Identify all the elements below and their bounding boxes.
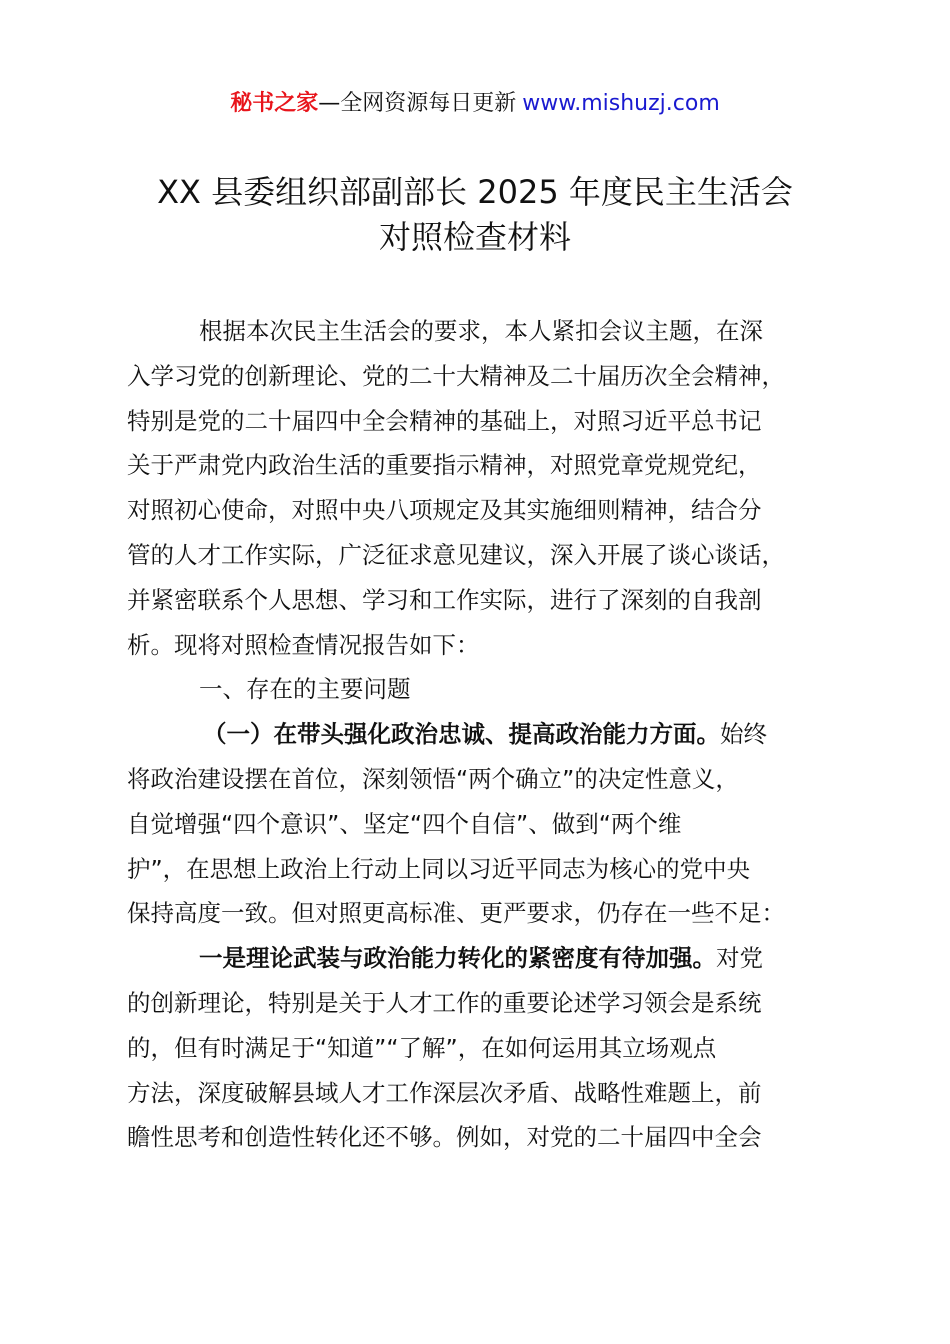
point-line: 瞻性思考和创造性转化还不够。例如，对党的二十届四中全会 — [127, 1123, 762, 1152]
subsection-line: 将政治建设摆在首位，深刻领悟“两个确立”的决定性意义， — [127, 764, 739, 793]
document-title-line-2: 对照检查材料 — [378, 218, 571, 256]
document-title-line-1: XX 县委组织部副部长 2025 年度民主生活会 — [157, 173, 793, 211]
intro-line: 并紧密联系个人思想、学习和工作实际，进行了深刻的自我剖 — [127, 585, 762, 614]
subsection-first-line — [127, 712, 847, 757]
intro-line: 特别是党的二十届四中全会精神的基础上，对照习近平总书记 — [127, 406, 762, 435]
subsection-line: 保持高度一致。但对照更高标准、更严要求，仍存在一些不足： — [127, 899, 785, 928]
point-first-line — [127, 936, 847, 981]
subsection-text: 始终 — [720, 720, 767, 749]
intro-line: 入学习党的创新理论、党的二十大精神及二十届历次全会精神， — [127, 361, 785, 390]
subsection-line: 护”，在思想上政治上行动上同以习近平同志为核心的党中央 — [127, 854, 751, 883]
section-heading: 一、存在的主要问题 — [199, 675, 411, 704]
point-line: 的创新理论，特别是关于人才工作的重要论述学习领会是系统 — [127, 988, 762, 1017]
point-heading: 一是理论武装与政治能力转化的紧密度有待加强。 — [199, 944, 716, 973]
intro-line: 管的人才工作实际，广泛征求意见建议，深入开展了谈心谈话， — [127, 540, 785, 569]
brand-name: 秘书之家 — [230, 91, 319, 116]
subsection-heading: （一）在带头强化政治忠诚、提高政治能力方面。 — [203, 720, 720, 749]
point-line: 的，但有时满足于“知道”“了解”，在如何运用其立场观点 — [127, 1033, 717, 1062]
intro-line: 关于严肃党内政治生活的重要指示精神，对照党章党规党纪， — [127, 451, 762, 480]
intro-line: 析。现将对照检查情况报告如下： — [127, 630, 480, 659]
site-link[interactable]: www.mishuzj.com — [522, 91, 720, 116]
document-body — [127, 309, 847, 1160]
header-slogan: —全网资源每日更新 — [318, 91, 517, 116]
subsection-line: 自觉增强“四个意识”、坚定“四个自信”、做到“两个维 — [127, 809, 682, 838]
point-text: 对党 — [716, 944, 763, 973]
site-header — [0, 88, 950, 120]
point-line: 方法，深度破解县域人才工作深层次矛盾、战略性难题上，前 — [127, 1078, 762, 1107]
intro-line: 对照初心使命，对照中央八项规定及其实施细则精神，结合分 — [127, 496, 762, 525]
intro-line: 根据本次民主生活会的要求，本人紧扣会议主题，在深 — [199, 317, 763, 345]
